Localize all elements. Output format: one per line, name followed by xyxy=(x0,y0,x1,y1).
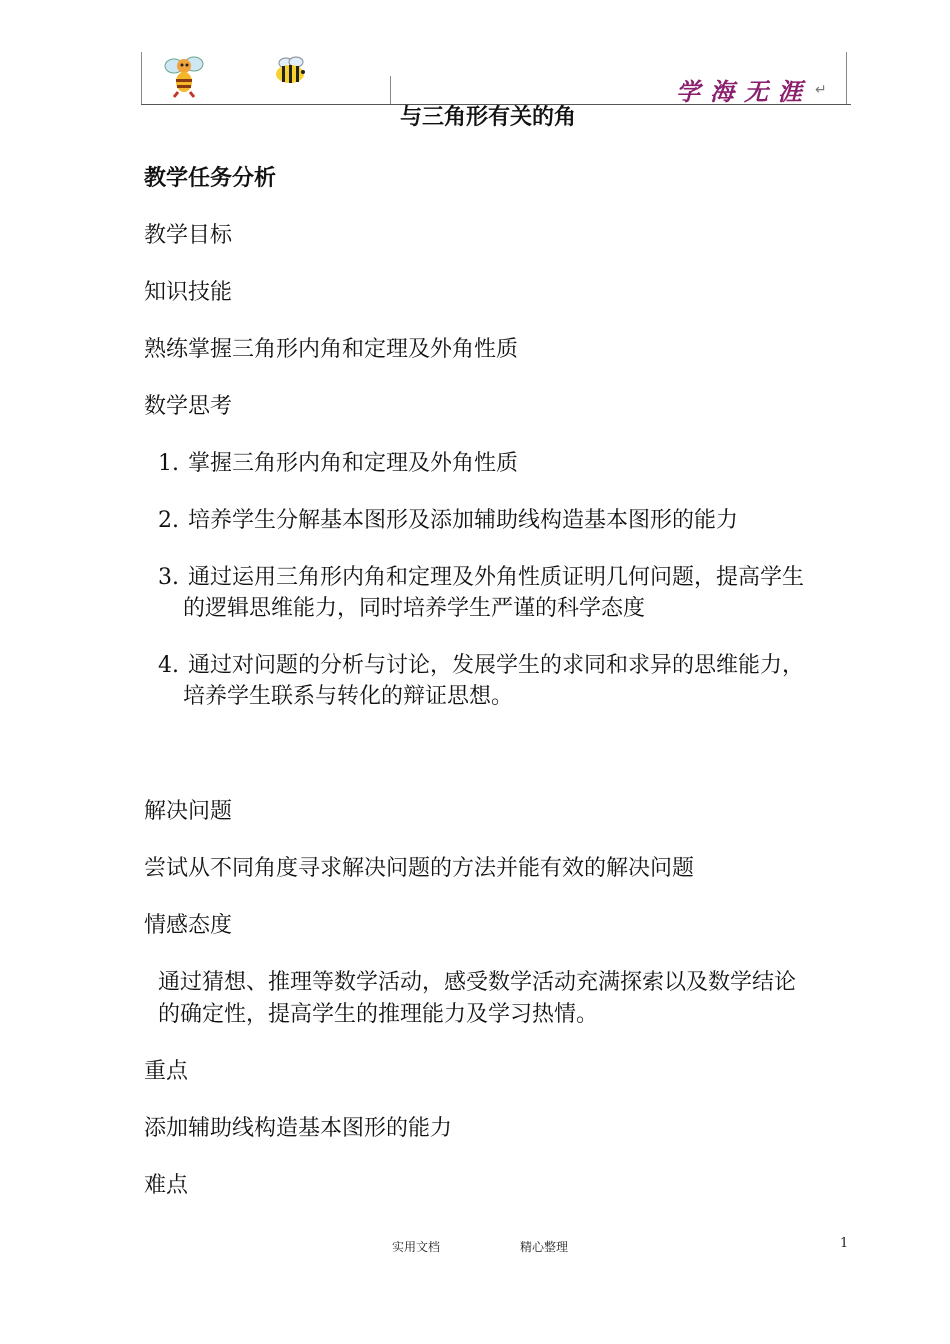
knowledge-skills-text: 熟练掌握三角形内角和定理及外角性质 xyxy=(144,337,519,362)
brand-calligraphy: 学海无涯 xyxy=(676,77,812,106)
problem-solving-text: 尝试从不同角度寻求解决问题的方法并能有效的解决问题 xyxy=(144,856,695,881)
emotion-attitude-heading: 情感态度 xyxy=(144,913,233,938)
list-item-text: 通过对问题的分析与讨论，发展学生的求同和求异的思维能力， xyxy=(188,653,805,678)
math-thinking-heading: 数学思考 xyxy=(144,394,233,419)
header-right-border xyxy=(846,52,847,104)
list-item-number: 1. xyxy=(158,451,179,476)
problem-solving-heading: 解决问题 xyxy=(144,799,233,824)
key-point-heading: 重点 xyxy=(144,1059,189,1084)
page-number: 1 xyxy=(840,1236,849,1251)
list-item-text: 培养学生分解基本图形及添加辅助线构造基本图形的能力 xyxy=(188,508,739,533)
list-item-number: 3. xyxy=(158,565,179,590)
list-item-number: 4. xyxy=(158,653,179,678)
knowledge-skills-heading: 知识技能 xyxy=(144,280,233,305)
bee-mascot-icon xyxy=(162,52,208,98)
bee-icon xyxy=(270,56,310,86)
list-item-text-continued: 培养学生联系与转化的辩证思想。 xyxy=(183,684,514,709)
teaching-goals-heading: 教学目标 xyxy=(144,223,233,248)
list-item-text: 掌握三角形内角和定理及外角性质 xyxy=(188,451,519,476)
list-item-number: 2. xyxy=(158,508,179,533)
emotion-text-continued: 的确定性，提高学生的推理能力及学习热情。 xyxy=(158,1002,599,1027)
key-point-text: 添加辅助线构造基本图形的能力 xyxy=(144,1116,453,1141)
list-item-text: 通过运用三角形内角和定理及外角性质证明几何问题，提高学生 xyxy=(188,565,805,590)
header-left-border xyxy=(141,52,142,104)
footer-left-text: 实用文档 xyxy=(392,1240,441,1254)
header-divider xyxy=(390,76,391,104)
return-mark: ↵ xyxy=(815,82,827,98)
list-item-text-continued: 的逻辑思维能力，同时培养学生严谨的科学态度 xyxy=(183,596,646,621)
footer-center-text: 精心整理 xyxy=(520,1240,569,1254)
page-title: 与三角形有关的角 xyxy=(400,104,577,130)
section-heading: 教学任务分析 xyxy=(144,165,277,191)
emotion-text: 通过猜想、推理等数学活动，感受数学活动充满探索以及数学结论 xyxy=(158,970,797,995)
difficulty-heading: 难点 xyxy=(144,1173,189,1198)
